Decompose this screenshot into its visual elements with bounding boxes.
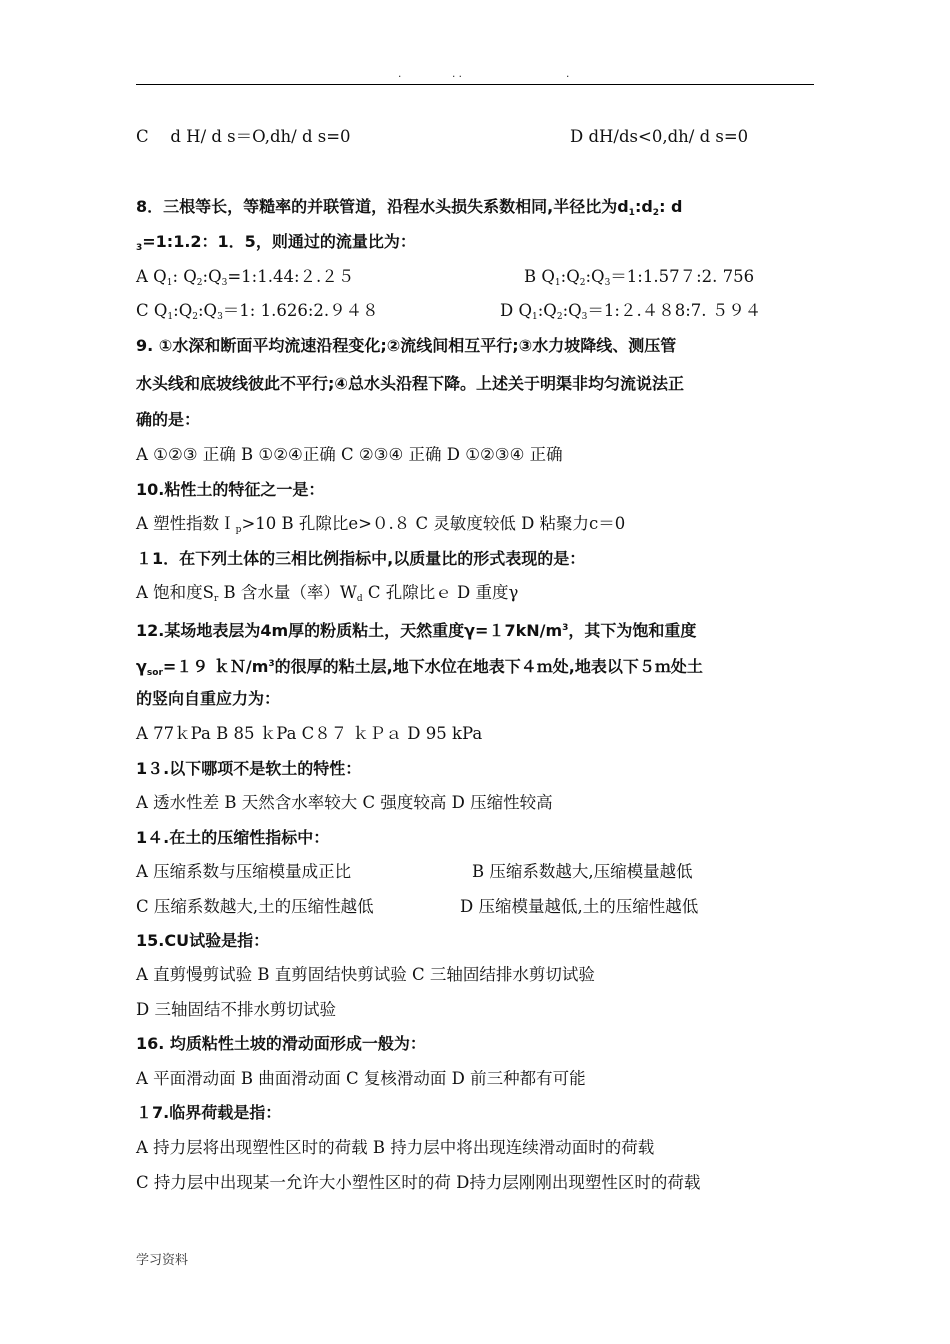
question-8-line2: $_3$=1:1.2：1．5，则通过的流量比为： xyxy=(136,232,416,253)
option-14b: B 压缩系数越大,压缩模量越低 xyxy=(472,862,693,881)
option-8b: B $Q_1:Q_2:Q_3=1:1.577:2$. 756 xyxy=(524,267,755,288)
option-7c: C d H/ d s＝O,dh/ d s=0 xyxy=(136,127,351,146)
question-12-line1: 12.某场地表层为4m厚的粉质粘土，天然重度$\gamma=17kN/m^3$，其下为饱和重度 xyxy=(136,621,697,640)
option-14c: C 压缩系数越大,土的压缩性越低 xyxy=(136,897,374,916)
footer-label: 学习资料 xyxy=(136,1253,189,1268)
option-14d: D 压缩模量越低,土的压缩性越低 xyxy=(460,897,699,916)
options-10: A 塑性指数Ｉ$_p$>10 B 孔隙比e>０.８ C 灵敏度较低 D 粘聚力c＝0 xyxy=(136,514,626,535)
option-8a: A $Q_1$: $Q_2:Q_3=1:1.44:2.25$ xyxy=(136,267,355,288)
options-11: A 饱和度$S_r$ B 含水量（率）$W_d$ C 孔隙比ｅ D 重度γ xyxy=(136,583,519,604)
header-dot: . xyxy=(566,66,570,80)
question-17: １7.临界荷载是指： xyxy=(136,1103,282,1122)
question-11: １1．在下列土体的三相比例指标中,以质量比的形式表现的是： xyxy=(136,549,586,568)
header-dot: . xyxy=(398,66,402,80)
question-13: 1３.以下哪项不是软土的特性： xyxy=(136,759,362,778)
options-16: A 平面滑动面 B 曲面滑动面 C 复核滑动面 D 前三种都有可能 xyxy=(136,1069,586,1088)
question-10: 10.粘性土的特征之一是： xyxy=(136,480,325,499)
options-17b: C 持力层中出现某一允许大小塑性区时的荷 D持力层刚刚出现塑性区时的荷载 xyxy=(136,1173,701,1192)
question-14: 1４.在土的压缩性指标中： xyxy=(136,828,330,847)
question-9-line1: 9. ①水深和断面平均流速沿程变化;②流线间相互平行;③水力坡降线、测压管 xyxy=(136,336,677,355)
option-8d: D $Q_1:Q_2:Q_3=1:2.488:7$. ５９４ xyxy=(500,301,762,322)
question-9-line3: 确的是： xyxy=(136,410,201,429)
options-12: A 77ｋPa B 85 ｋPa C８７ ｋＰａ D 95 kPa xyxy=(136,724,483,743)
question-8-line1: 8．三根等长，等糙率的并联管道，沿程水头损失系数相同,半径比为$d_1:d_2$: d xyxy=(136,197,683,218)
option-14a: A 压缩系数与压缩模量成正比 xyxy=(136,862,352,881)
options-9: A ①②③ 正确 B ①②④正确 C ②③④ 正确 D ①②③④ 正确 xyxy=(136,445,563,464)
header-rule xyxy=(136,84,814,85)
question-12-line2: $\gamma_{sor}=19$ $kN/m^3$的很厚的粘土层,地下水位在地表下４ｍ处,地表以下５ｍ处土 xyxy=(136,657,703,678)
question-16: 16. 均质粘性土坡的滑动面形成一般为： xyxy=(136,1034,426,1053)
question-15: 15.CU试验是指： xyxy=(136,931,270,950)
option-8c: C $Q_1:Q_2:Q_3=1$: 1.626:2.９４８ xyxy=(136,301,379,322)
options-15a: A 直剪慢剪试验 B 直剪固结快剪试验 C 三轴固结排水剪切试验 xyxy=(136,965,595,984)
options-13: A 透水性差 B 天然含水率较大 C 强度较高 D 压缩性较高 xyxy=(136,793,553,812)
options-17a: A 持力层将出现塑性区时的荷载 B 持力层中将出现连续滑动面时的荷载 xyxy=(136,1138,655,1157)
header-dot: . . xyxy=(452,66,463,80)
options-15b: D 三轴固结不排水剪切试验 xyxy=(136,1000,336,1019)
question-12-line3: 的竖向自重应力为： xyxy=(136,689,281,708)
option-7d: D dH/ds<0,dh/ d s=0 xyxy=(570,127,749,146)
question-9-line2: 水头线和底坡线彼此不平行;④总水头沿程下降。上述关于明渠非均匀流说法正 xyxy=(136,374,684,393)
